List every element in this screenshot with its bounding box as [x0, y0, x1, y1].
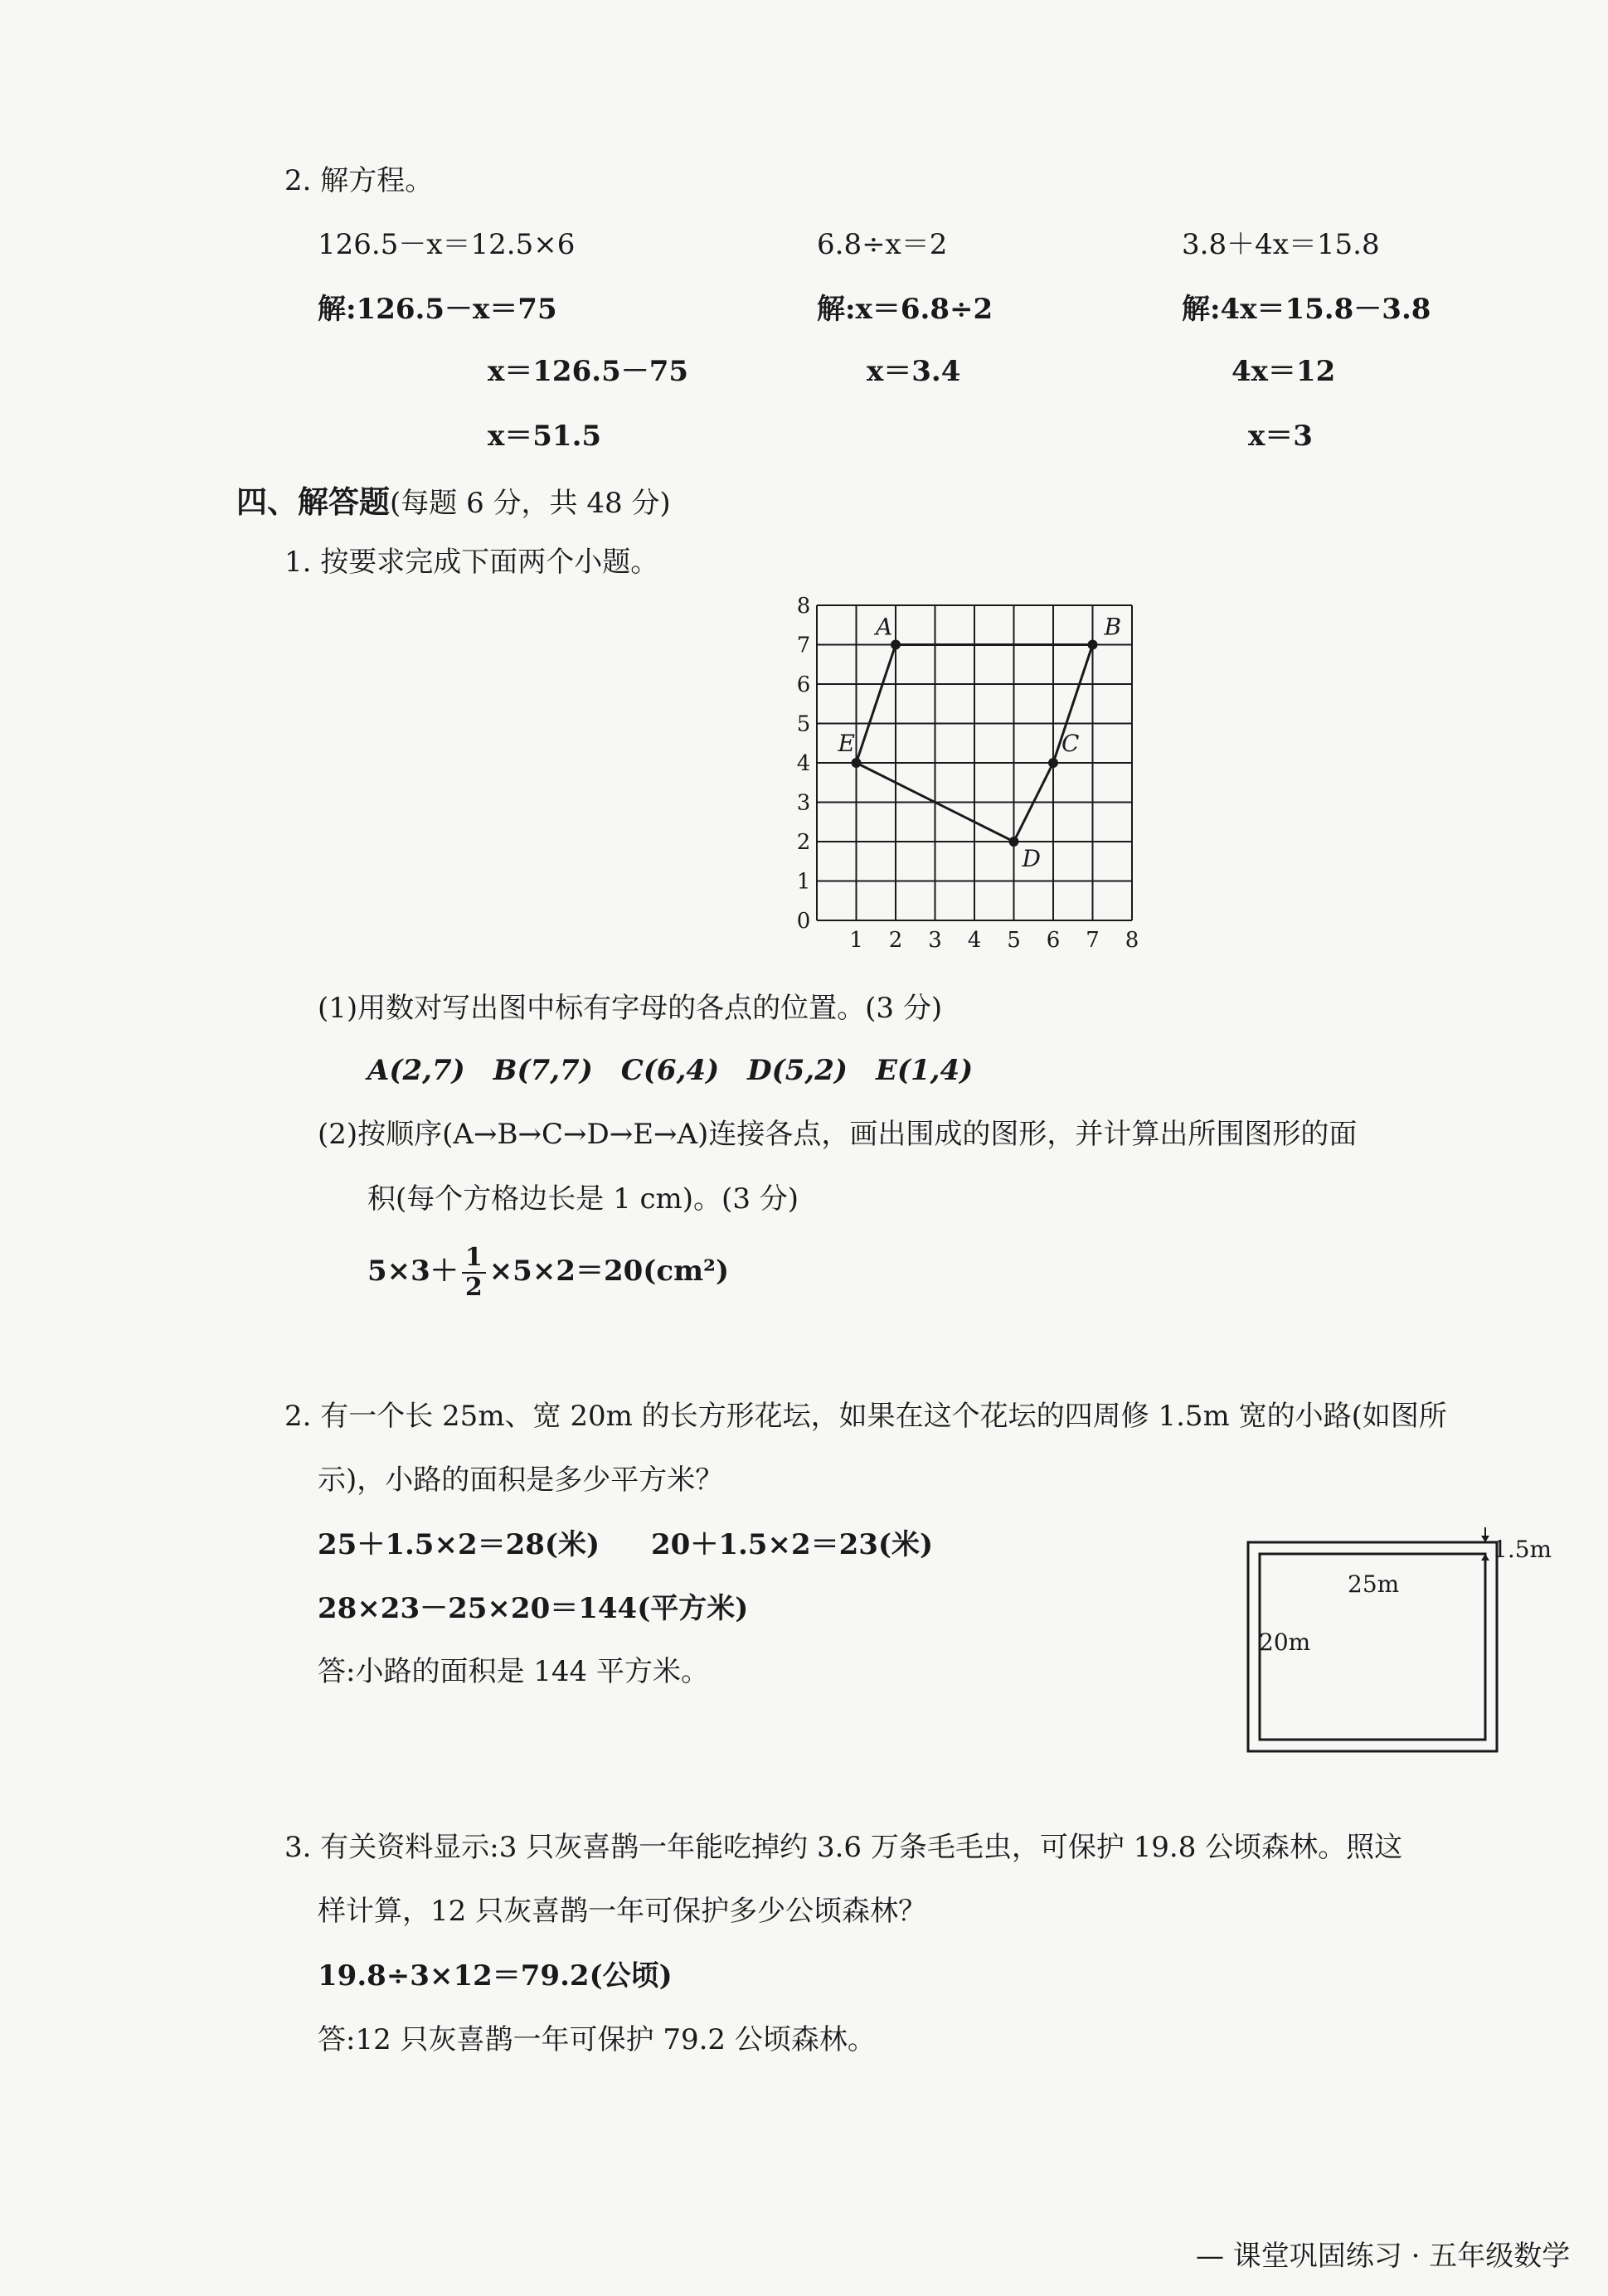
grid-lines — [817, 605, 1132, 920]
y-tick-label: 1 — [796, 869, 811, 895]
coordinate-grid — [759, 593, 1139, 966]
x-tick-label: 7 — [1086, 928, 1100, 953]
point-b — [1088, 640, 1098, 650]
fraction-numerator: 1 — [462, 1244, 486, 1274]
x-tick-label: 4 — [967, 928, 982, 953]
point-label-e: E — [838, 730, 855, 757]
grid-shape — [838, 614, 1122, 873]
p2-calc2: 20＋1.5×2＝23(米) — [651, 1528, 934, 1561]
eq2-problem: 6.8÷x＝2 — [817, 228, 948, 261]
point-label-a: A — [876, 613, 893, 641]
p1-sub1: (1)用数对写出图中标有字母的各点的位置。(3 分) — [318, 992, 943, 1025]
eq3-problem: 3.8＋4x＝15.8 — [1182, 228, 1380, 261]
p1-title: 1. 按要求完成下面两个小题。 — [284, 546, 659, 579]
footer: — 课堂巩固练习 · 五年级数学 — [1196, 2240, 1571, 2273]
x-tick-label: 1 — [849, 928, 863, 953]
eq1-step1: 解:126.5－x＝75 — [318, 293, 557, 326]
p1-formula — [367, 1244, 729, 1302]
answer-c: C(6,4) — [620, 1054, 720, 1087]
point-e — [852, 758, 862, 768]
answer-a: A(2,7) — [367, 1054, 465, 1087]
y-tick-label: 2 — [796, 830, 811, 855]
p3-line2: 样计算，12 只灰喜鹊一年可保护多少公顷森林？ — [318, 1895, 927, 1928]
p1-sub2-line1: (2)按顺序(A→B→C→D→E→A)连接各点，画出围成的图形，并计算出所围图形的面 — [318, 1118, 1358, 1151]
garden-figure — [1236, 1526, 1584, 1758]
p2-calc3: 28×23－25×20＝144(平方米) — [318, 1592, 749, 1625]
length-label: 25m — [1348, 1570, 1400, 1598]
y-tick-label: 3 — [796, 790, 811, 816]
point-label-b: B — [1104, 613, 1122, 641]
fraction — [462, 1244, 486, 1302]
eq1-step2: x＝126.5－75 — [488, 355, 689, 388]
point-a — [891, 640, 901, 650]
x-tick-label: 3 — [928, 928, 942, 953]
path-width-label: 1.5m — [1493, 1536, 1552, 1563]
section-title: 四、解答题 — [236, 483, 390, 520]
y-tick-label: 4 — [796, 751, 811, 776]
eq2-step2: x＝3.4 — [867, 355, 961, 388]
fraction-denominator: 2 — [464, 1273, 483, 1302]
p2-line1: 2. 有一个长 25m、宽 20m 的长方形花坛，如果在这个花坛的四周修 1.5m 宽的小路(如图所 — [284, 1400, 1447, 1433]
answer-b: B(7,7) — [493, 1054, 593, 1087]
eq1-step3: x＝51.5 — [488, 420, 602, 453]
y-tick-label: 6 — [796, 672, 811, 697]
eq1-problem: 126.5－x＝12.5×6 — [318, 228, 576, 261]
y-tick-label: 0 — [796, 909, 811, 934]
formula-part-a: 5×3＋ — [367, 1255, 459, 1288]
p1-answer1 — [367, 1047, 973, 1088]
p3-line1: 3. 有关资料显示:3 只灰喜鹊一年能吃掉约 3.6 万条毛毛虫，可保护 19.8 公顷森林。照这 — [284, 1831, 1403, 1864]
x-tick-label: 5 — [1007, 928, 1021, 953]
answer-e: E(1,4) — [875, 1054, 974, 1087]
eq3-step1: 解:4x＝15.8－3.8 — [1182, 293, 1431, 326]
y-tick-label: 8 — [796, 594, 811, 619]
q2-title: 2. 解方程。 — [284, 164, 434, 197]
point-c — [1048, 758, 1058, 768]
eq3-step3: x＝3 — [1248, 420, 1313, 453]
point-d — [1009, 837, 1019, 847]
section-note: (每题 6 分，共 48 分) — [390, 487, 671, 520]
grid-ticks — [797, 594, 1139, 953]
answer-d: D(5,2) — [747, 1054, 848, 1087]
p2-calc1: 25＋1.5×2＝28(米) — [318, 1528, 600, 1561]
point-label-d: D — [1022, 845, 1041, 872]
point-label-c: C — [1061, 730, 1080, 757]
formula-part-b: ×5×2＝20(cm²) — [488, 1255, 730, 1288]
p2-answer: 答:小路的面积是 144 平方米。 — [318, 1655, 709, 1688]
eq3-step2: 4x＝12 — [1232, 355, 1336, 388]
x-tick-label: 8 — [1125, 928, 1139, 953]
x-tick-label: 6 — [1046, 928, 1061, 953]
y-tick-label: 7 — [796, 633, 811, 658]
y-tick-label: 5 — [796, 711, 811, 737]
p1-sub2-line2: 积(每个方格边长是 1 cm)。(3 分) — [367, 1182, 799, 1216]
section-heading — [236, 477, 671, 522]
p2-line2: 示)，小路的面积是多少平方米？ — [318, 1464, 724, 1497]
p3-calc: 19.8÷3×12＝79.2(公顷) — [318, 1959, 673, 1993]
eq2-step1: 解:x＝6.8÷2 — [817, 293, 993, 326]
width-label: 20m — [1259, 1629, 1311, 1656]
p3-answer: 答:12 只灰喜鹊一年可保护 79.2 公顷森林。 — [318, 2023, 876, 2056]
x-tick-label: 2 — [888, 928, 903, 953]
